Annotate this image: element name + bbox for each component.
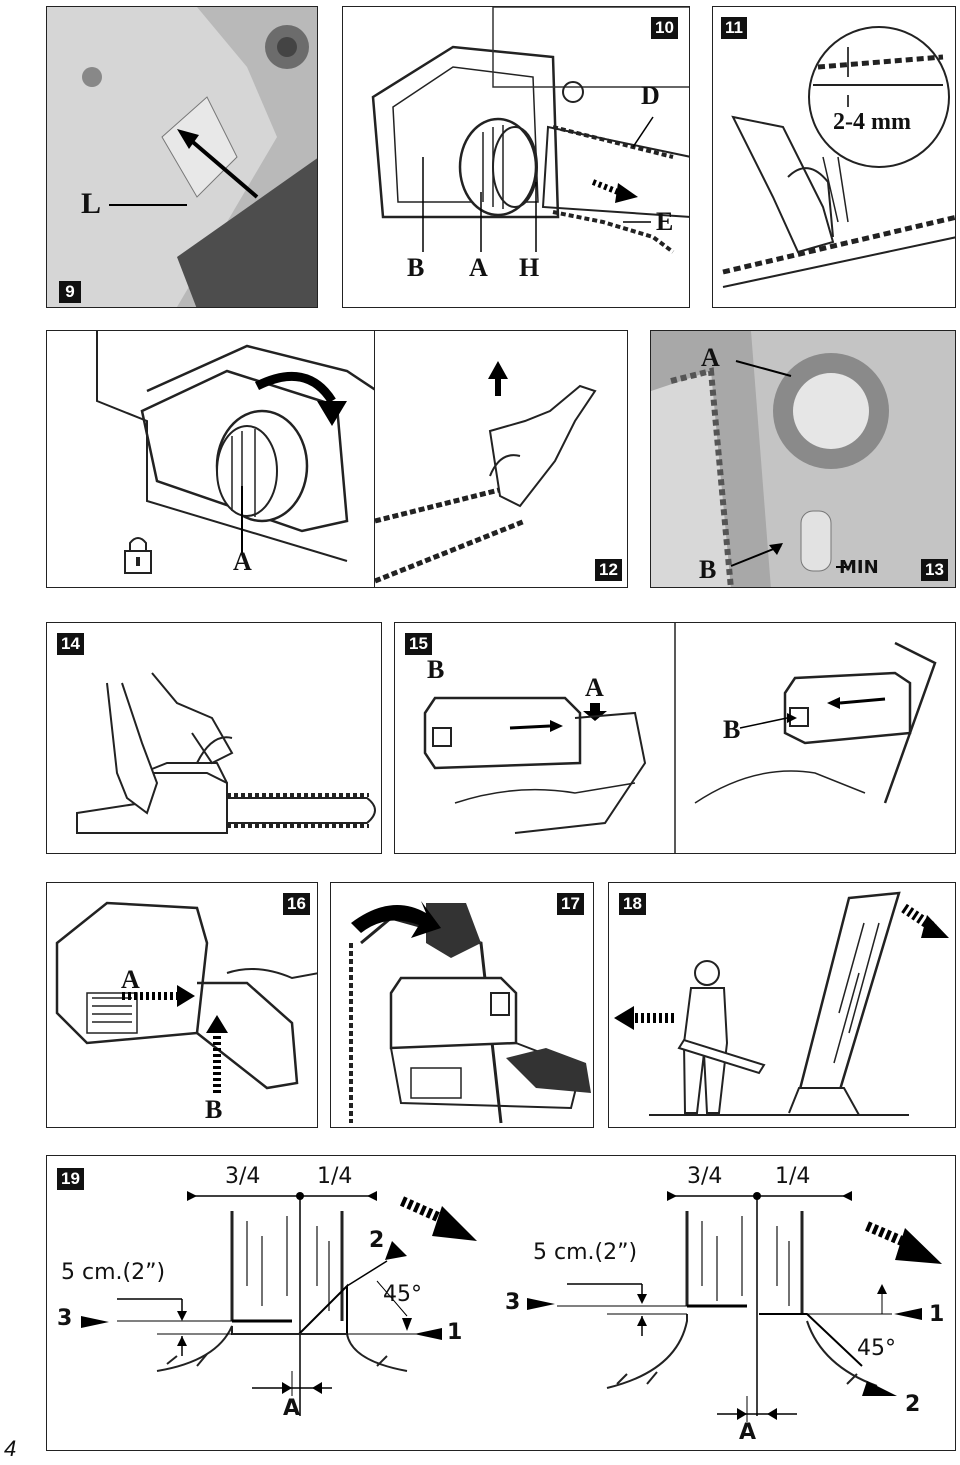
fig19-left-frac-a: 3/4 (225, 1164, 261, 1189)
figure-lock (46, 330, 376, 588)
figure-9 (46, 6, 318, 308)
fig13-label-b: B (699, 555, 717, 584)
fig9-label-l: L (81, 187, 102, 220)
figure-14 (46, 622, 382, 854)
figure-17-illustration (331, 883, 594, 1128)
figure-10 (342, 6, 690, 308)
figure-12-illustration (375, 331, 628, 588)
fig13-label-a: A (701, 343, 720, 372)
fig17-number-badge: 17 (557, 893, 584, 915)
figure-19-illustration (47, 1156, 956, 1451)
fig19-right-frac-a: 3/4 (687, 1164, 723, 1189)
fig10-number-badge: 10 (651, 17, 678, 39)
figure-lock-illustration (47, 331, 376, 588)
figure-9-illustration (47, 7, 318, 308)
figure-13-illustration (651, 331, 956, 588)
fig10-label-e: E (656, 207, 674, 236)
fig19-left-frac-b: 1/4 (317, 1164, 353, 1189)
figure-11 (712, 6, 956, 308)
fig16-number-badge: 16 (283, 893, 310, 915)
fig10-label-a: A (469, 253, 488, 282)
fig19-right-a: A (739, 1420, 757, 1445)
figure-18-illustration (609, 883, 956, 1128)
fig19-left-n1: 1 (447, 1320, 463, 1345)
fig12-number-badge: 12 (595, 559, 622, 581)
fig15-label-a: A (585, 673, 604, 702)
fig15-label-b2: B (723, 715, 741, 744)
figure-12 (374, 330, 628, 588)
fig-lock-label-a: A (233, 547, 252, 576)
fig19-right-tree (527, 1191, 945, 1422)
figure-15-illustration (395, 623, 956, 854)
figure-17 (330, 882, 594, 1128)
fig19-left-depth: 5 cm.(2”) (61, 1260, 166, 1285)
figure-16 (46, 882, 318, 1128)
figure-16-illustration (47, 883, 318, 1128)
fig19-left-a: A (283, 1396, 301, 1421)
fig19-right-angle: 45° (857, 1336, 896, 1361)
figure-10-illustration (343, 7, 690, 308)
fig19-left-n2: 2 (369, 1228, 385, 1253)
fig11-measurement: 2-4 mm (833, 109, 911, 135)
page-number: 4 (4, 1436, 17, 1461)
fig19-right-depth: 5 cm.(2”) (533, 1240, 638, 1265)
fig16-label-b: B (205, 1095, 223, 1124)
figure-19 (46, 1155, 956, 1451)
figure-15 (394, 622, 956, 854)
fig10-label-d: D (641, 81, 660, 110)
fig10-label-h: H (519, 253, 540, 282)
fig18-number-badge: 18 (619, 893, 646, 915)
fig19-left-n3: 3 (57, 1306, 73, 1331)
fig19-number-badge: 19 (57, 1168, 84, 1190)
fig15-number-badge: 15 (405, 633, 432, 655)
figure-14-illustration (47, 623, 382, 854)
fig19-left-angle: 45° (383, 1282, 422, 1307)
figure-11-illustration (713, 7, 956, 308)
fig19-right-frac-b: 1/4 (775, 1164, 811, 1189)
fig13-label-min: MIN (839, 557, 879, 578)
fig11-number-badge: 11 (721, 17, 747, 39)
fig15-label-b1: B (427, 655, 445, 684)
figure-18 (608, 882, 956, 1128)
fig16-label-a: A (121, 965, 140, 994)
fig19-right-n3: 3 (505, 1290, 521, 1315)
fig13-number-badge: 13 (921, 559, 948, 581)
fig10-label-b: B (407, 253, 425, 282)
fig9-number-badge: 9 (59, 281, 81, 303)
fig19-right-n1: 1 (929, 1302, 945, 1327)
fig14-number-badge: 14 (57, 633, 84, 655)
fig19-right-n2: 2 (905, 1392, 921, 1417)
figure-13 (650, 330, 956, 588)
